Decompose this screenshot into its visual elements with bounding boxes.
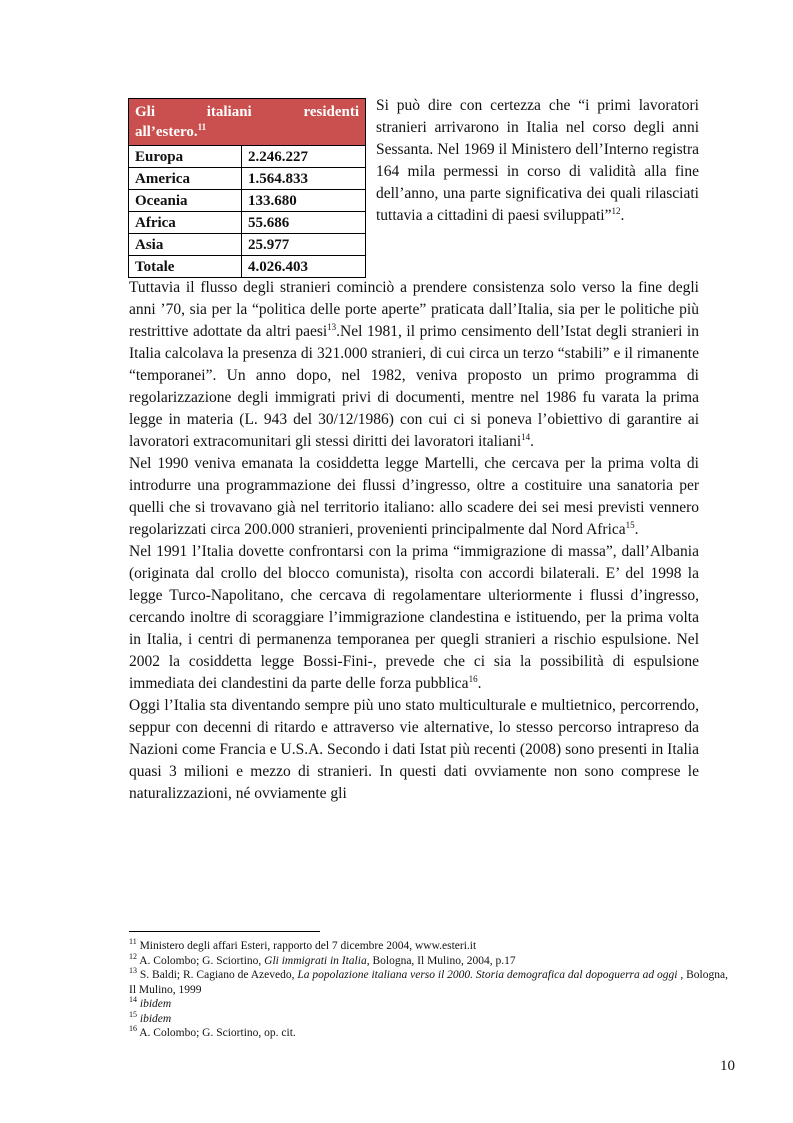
footnote-text: A. Colombo; G. Sciortino, op. cit. — [139, 1027, 296, 1039]
value-cell: 2.246.227 — [242, 146, 366, 168]
footnote-number: 14 — [129, 995, 137, 1005]
paragraph — [129, 453, 699, 541]
table-header-row — [129, 99, 366, 146]
paragraph — [129, 277, 699, 453]
footnote-ref[interactable]: 15 — [625, 519, 635, 530]
region-cell: Africa — [129, 212, 242, 234]
header-word: Gli — [135, 104, 156, 120]
footnote-text: S. Baldi; R. Cagiano de Azevedo, — [139, 969, 298, 981]
punctuation: . — [620, 207, 625, 224]
region-cell: Oceania — [129, 190, 242, 212]
paragraph — [129, 695, 699, 805]
header-word: residenti — [303, 104, 359, 120]
footnote-item — [129, 1009, 729, 1027]
footnote-item — [129, 939, 729, 954]
value-cell: 55.686 — [242, 212, 366, 234]
punctuation: . — [477, 675, 482, 692]
footnote-ref[interactable]: 13 — [327, 321, 337, 332]
paragraph-text: .Nel 1981, il primo censimento dell’Istat degli stranieri in Italia calcolava la presenza di 321.000 stranieri, di cui circa un terzo “stabili” e il rimanente “temporanei”. Un anno dopo, nel 1982, veniva proposto un primo programma di regolarizzazione degli immigrati privi di documenti, mentre nel 1986 fu varata la prima legge in materia (L. 943 del 30/12/1986) con cui ci si poneva l’obiettivo di garantire ai lavoratori extracomunitari gli stessi diritti dei lavoratori italiani — [129, 323, 699, 450]
value-cell: 133.680 — [242, 190, 366, 212]
footnote-ref[interactable]: 11 — [197, 122, 207, 132]
footnote-number: 15 — [129, 1009, 137, 1019]
paragraph-text: Nel 1991 l’Italia dovette confrontarsi con la prima “immigrazione di massa”, dall’Albania (originata dal crollo del blocco comunista), risolta con accordi bilaterali. E’ del 1998 la legge Turco-Napolitano, che cercava di regolamentare ulteriormente i flussi d’ingresso, cercando inoltre di scoraggiare l’immigrazione clandestina e istituendo, per la prima volta in Italia, i centri di permanenza temporanea per quegli stranieri a rischio espulsione. Nel 2002 la cosiddetta legge Bossi-Fini-, prevede che ci sia la possibilità di espulsione immediata dei clandestini da parte delle forza pubblica — [129, 543, 699, 692]
table-row — [129, 146, 366, 168]
value-cell: 25.977 — [242, 234, 366, 256]
footnote-item — [129, 997, 729, 1012]
region-cell: Europa — [129, 146, 242, 168]
side-paragraph — [376, 95, 699, 227]
residents-abroad-table — [128, 98, 366, 278]
paragraph-text: Nel 1990 veniva emanata la cosiddetta legge Martelli, che cercava per la prima volta di introdurre una programmazione dei flussi d’ingresso, oltre a costituire una sanatoria per quelli che si trovavano già nel territorio italiano: allo scadere dei sei mesi previsti vennero regolarizzati circa 200.000 stranieri, provenienti principalmente dal Nord Africa — [129, 455, 699, 538]
region-cell: America — [129, 168, 242, 190]
footnote-title: Gli immigrati in Italia, — [264, 954, 370, 967]
punctuation: . — [530, 433, 534, 450]
value-cell: 4.026.403 — [242, 256, 366, 278]
footnote-item — [129, 1026, 729, 1041]
table-row — [129, 212, 366, 234]
footnote-number: 16 — [129, 1024, 137, 1034]
footnote-number: 11 — [129, 937, 137, 947]
table-header — [129, 99, 366, 146]
page-number: 10 — [720, 1058, 735, 1074]
footnote-text: A. Colombo; G. Sciortino, — [139, 954, 265, 967]
value-cell: 1.564.833 — [242, 168, 366, 190]
body-text — [129, 277, 699, 805]
footnote-text: Bologna, Il Mulino, 2004, p.17 — [369, 954, 516, 967]
footnote-text: , Bologna, Il Mulino, 1999 — [129, 969, 728, 996]
region-cell: Asia — [129, 234, 242, 256]
header-word: all’estero. — [135, 124, 198, 140]
footnote-item — [129, 951, 729, 969]
region-cell: Totale — [129, 256, 242, 278]
footnote-ref[interactable]: 14 — [521, 431, 531, 442]
footnote-item — [129, 968, 729, 997]
side-paragraph-text: Si può dire con certezza che “i primi lavoratori stranieri arrivarono in Italia nel corso degli anni Sessanta. Nel 1969 il Ministero dell’Interno registra 164 mila permessi in corso di validità alla fine dell’anno, una parte significativa dei quali rilasciati tuttavia a cittadini di paesi sviluppati” — [376, 97, 699, 224]
table-row — [129, 256, 366, 278]
footnote-ref[interactable]: 16 — [468, 673, 478, 684]
footnote-title: La popolazione italiana verso il 2000. Storia demografica dal dopoguerra ad oggi — [297, 969, 678, 981]
table-row — [129, 190, 366, 212]
footnote-title: ibidem — [139, 1012, 172, 1025]
table-row — [129, 234, 366, 256]
paragraph-text: Oggi l’Italia sta diventando sempre più uno stato multiculturale e multietnico, percorrendo, seppur con decenni di ritardo e attraverso vie alternative, lo stesso percorso intrapreso da Nazioni come Francia e U.S.A. Secondo i dati Istat più recenti (2008) sono presenti in Italia quasi 3 milioni e mezzo di stranieri. In questi dati ovviamente non sono comprese le naturalizzazioni, né ovviamente gli — [129, 697, 699, 802]
table-row — [129, 168, 366, 190]
footnote-number: 13 — [129, 966, 137, 976]
footnote-separator — [129, 931, 320, 932]
footnote-ref[interactable]: 12 — [611, 205, 621, 216]
paragraph — [129, 541, 699, 695]
footnotes — [129, 939, 729, 1041]
punctuation: . — [634, 521, 639, 538]
header-word: italiani — [206, 104, 252, 120]
footnote-number: 12 — [129, 951, 137, 961]
paragraph-text: Tuttavia il flusso degli stranieri cominciò a prendere consistenza solo verso la fine degli anni ’70, sia per la “politica delle porte aperte” praticata dall’Italia, sia per le politiche più restrittive adottate da altri paesi — [129, 279, 699, 340]
footnote-title: ibidem — [139, 998, 172, 1010]
footnote-text: Ministero degli affari Esteri, rapporto del 7 dicembre 2004, www.esteri.it — [139, 940, 477, 952]
